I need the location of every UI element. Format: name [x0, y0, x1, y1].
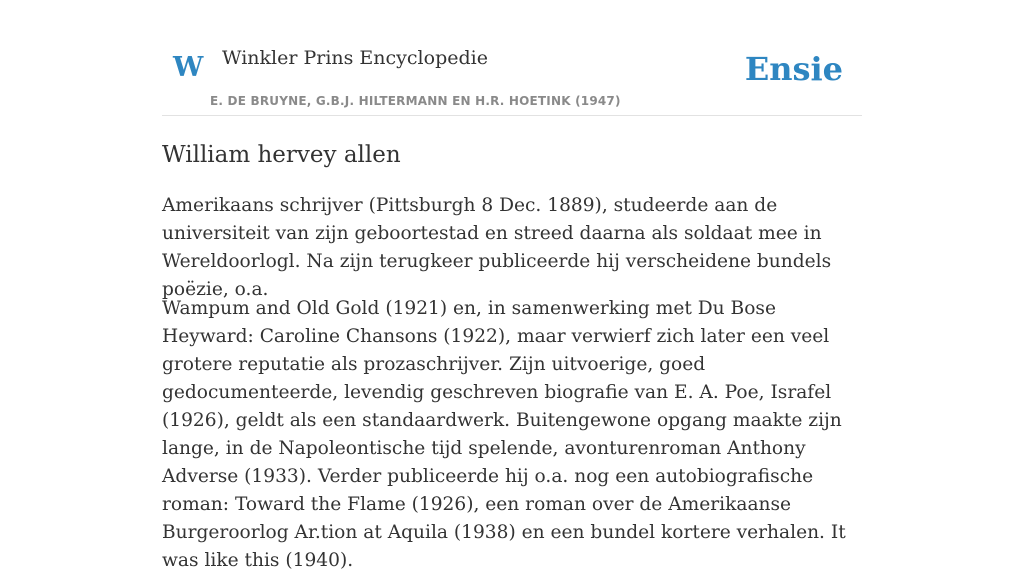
ensie-logo[interactable]: Ensie — [744, 50, 843, 88]
article-paragraph: Amerikaans schrijver (Pittsburgh 8 Dec. 1889), studeerde aan de universiteit van zijn geboortestad en streed daarna als soldaat mee in Wereldoorlogl. Na zijn terugkeer publiceerde hij verscheidene bundels poëzie, o.a. — [162, 195, 832, 300]
source-header — [162, 0, 862, 116]
article-title: William hervey allen — [162, 142, 401, 168]
source-title[interactable]: Winkler Prins Encyclopedie — [222, 47, 488, 69]
article-card — [162, 0, 862, 571]
article-paragraph: Wampum and Old Gold (1921) en, in samenwerking met Du Bose Heyward: Caroline Chansons (1922), maar verwierf zich later een veel grotere reputatie als prozaschrijver. Zijn uitvoerige, goed gedocumenteerde, levendig geschreven biografie van E. A. Poe, Israfel (1926), geldt als een standaardwerk. Buitengewone opgang maakte zijn lange, in de Napoleontische tijd spelende, avonturenroman Anthony Adverse (1933). Verder publiceerde hij o.a. nog een autobiografische roman: Toward the Flame (1926), een roman over de Amerikaanse Burgeroorlog Ar.tion at Aquila (1938) en een bundel kortere verhalen. It was like this (1940). — [162, 298, 846, 571]
winkler-prins-logo[interactable]: W — [173, 52, 204, 83]
source-authors: E. DE BRUYNE, G.B.J. HILTERMANN EN H.R. HOETINK (1947) — [210, 94, 621, 108]
